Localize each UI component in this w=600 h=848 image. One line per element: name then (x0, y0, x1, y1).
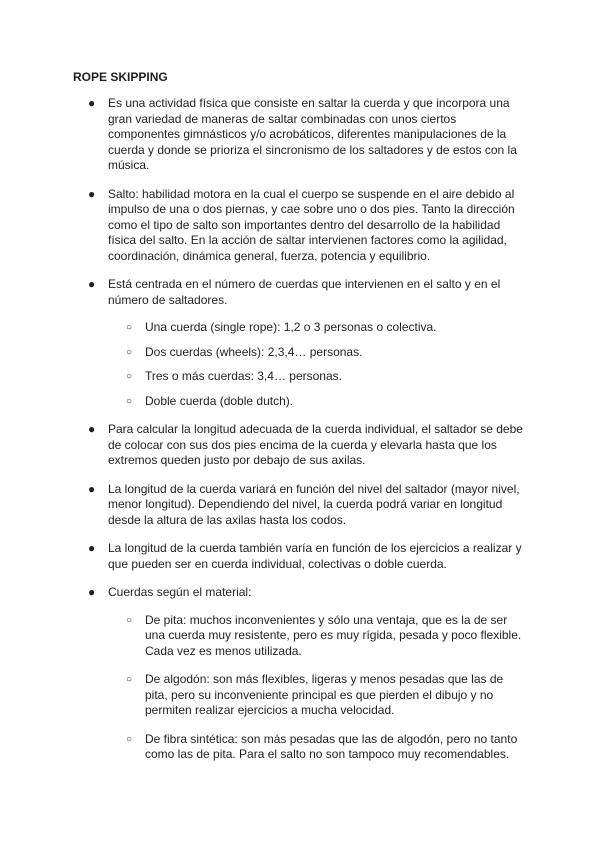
sub-list-item (108, 613, 528, 660)
bullet-dot-icon: ● (88, 481, 96, 496)
list-item (88, 96, 528, 174)
sub-list-item (108, 672, 528, 719)
sub-list-item-text: De algodón: son más flexibles, ligeras y menos pesadas que las de pita, pero su inconveniente principal es que pierden el dibujo y no permiten realizar ejercicios a mucha velocidad. (145, 672, 504, 717)
sub-list-item-text: Tres o más cuerdas: 3,4… personas. (145, 369, 342, 383)
bullet-circle-icon: ○ (126, 614, 133, 626)
document-title: ROPE SKIPPING (73, 70, 168, 84)
bullet-dot-icon: ● (88, 541, 96, 555)
list-item (88, 482, 528, 529)
sub-list-item-text: De fibra sintética: son más pesadas que las de algodón, pero no tanto como las de pita. Para el salto no son tampoco muy recomendables. (145, 731, 518, 761)
bullet-circle-icon: ○ (126, 322, 133, 333)
list-item (88, 585, 528, 763)
bullet-circle-icon: ○ (126, 733, 133, 745)
bullet-circle-icon: ○ (126, 346, 133, 358)
list-item (88, 422, 528, 469)
bullet-dot-icon: ● (88, 277, 96, 291)
sub-list-item (108, 320, 528, 336)
sub-list-item (108, 732, 528, 763)
list-item-text: Salto: habilidad motora en la cual el cuerpo se suspende en el aire debido al impulso de una o dos piernas, y cae sobre uno o dos pies. Tanto la dirección como el tipo de salto son importantes dentro del desarrollo de la habilidad física del salto. En la acción de saltar intervienen factores como la agilidad, coordinación, dinámica general, fuerza, potencia y equilibrio. (108, 186, 515, 263)
bullet-dot-icon: ● (88, 422, 96, 436)
sub-list-ropes (108, 320, 528, 409)
bullet-circle-icon: ○ (126, 395, 133, 407)
list-item (88, 277, 528, 409)
sub-list-item-text: Una cuerda (single rope): 1,2 o 3 personas o colectiva. (145, 320, 437, 334)
list-item-text: La longitud de la cuerda variará en función del nivel del saltador (mayor nivel, menor longitud). Dependiendo del nivel, la cuerda podrá variar en longitud desde la altura de las axilas hasta los codos. (108, 481, 520, 527)
list-item-text: Para calcular la longitud adecuada de la cuerda individual, el saltador se debe de colocar con sus dos pies encima de la cuerda y elevarla hasta que los extremos queden justo por debajo de sus axilas. (108, 422, 523, 467)
bullet-dot-icon: ● (88, 585, 96, 599)
bullet-circle-icon: ○ (126, 674, 133, 685)
list-item-text: Es una actividad física que consiste en saltar la cuerda y que incorpora una gran variedad de maneras de saltar combinadas con unos ciertos componentes gimnásticos y/o acrobáticos, diferentes manipulaciones de la cuerda y donde se prioriza el sincronismo de los saltadores y de estos con la música. (108, 96, 517, 172)
sub-list-item (108, 394, 528, 410)
bullet-list (88, 96, 528, 776)
list-item-text: La longitud de la cuerda también varía en función de los ejercicios a realizar y que pueden ser en cuerda individual, colectivas o doble cuerda. (108, 541, 522, 571)
bullet-dot-icon: ● (88, 186, 96, 201)
sub-list-item-text: Doble cuerda (doble dutch). (145, 393, 294, 408)
list-item-text: Cuerdas según el material: (108, 585, 252, 599)
sub-list-materials (108, 613, 528, 763)
sub-list-item-text: Dos cuerdas (wheels): 2,3,4… personas. (145, 344, 363, 359)
bullet-dot-icon: ● (88, 96, 96, 110)
list-item (88, 187, 528, 265)
sub-list-item-text: De pita: muchos inconvenientes y sólo una ventaja, que es la de ser una cuerda muy resistente, pero es muy rígida, pesada y poco flexible. Cada vez es menos utilizada. (145, 612, 522, 658)
bullet-circle-icon: ○ (126, 371, 133, 382)
sub-list-item (108, 369, 528, 385)
list-item-text: Está centrada en el número de cuerdas que intervienen en el salto y en el número de saltadores. (108, 277, 501, 307)
sub-list-item (108, 345, 528, 361)
list-item (88, 541, 528, 572)
